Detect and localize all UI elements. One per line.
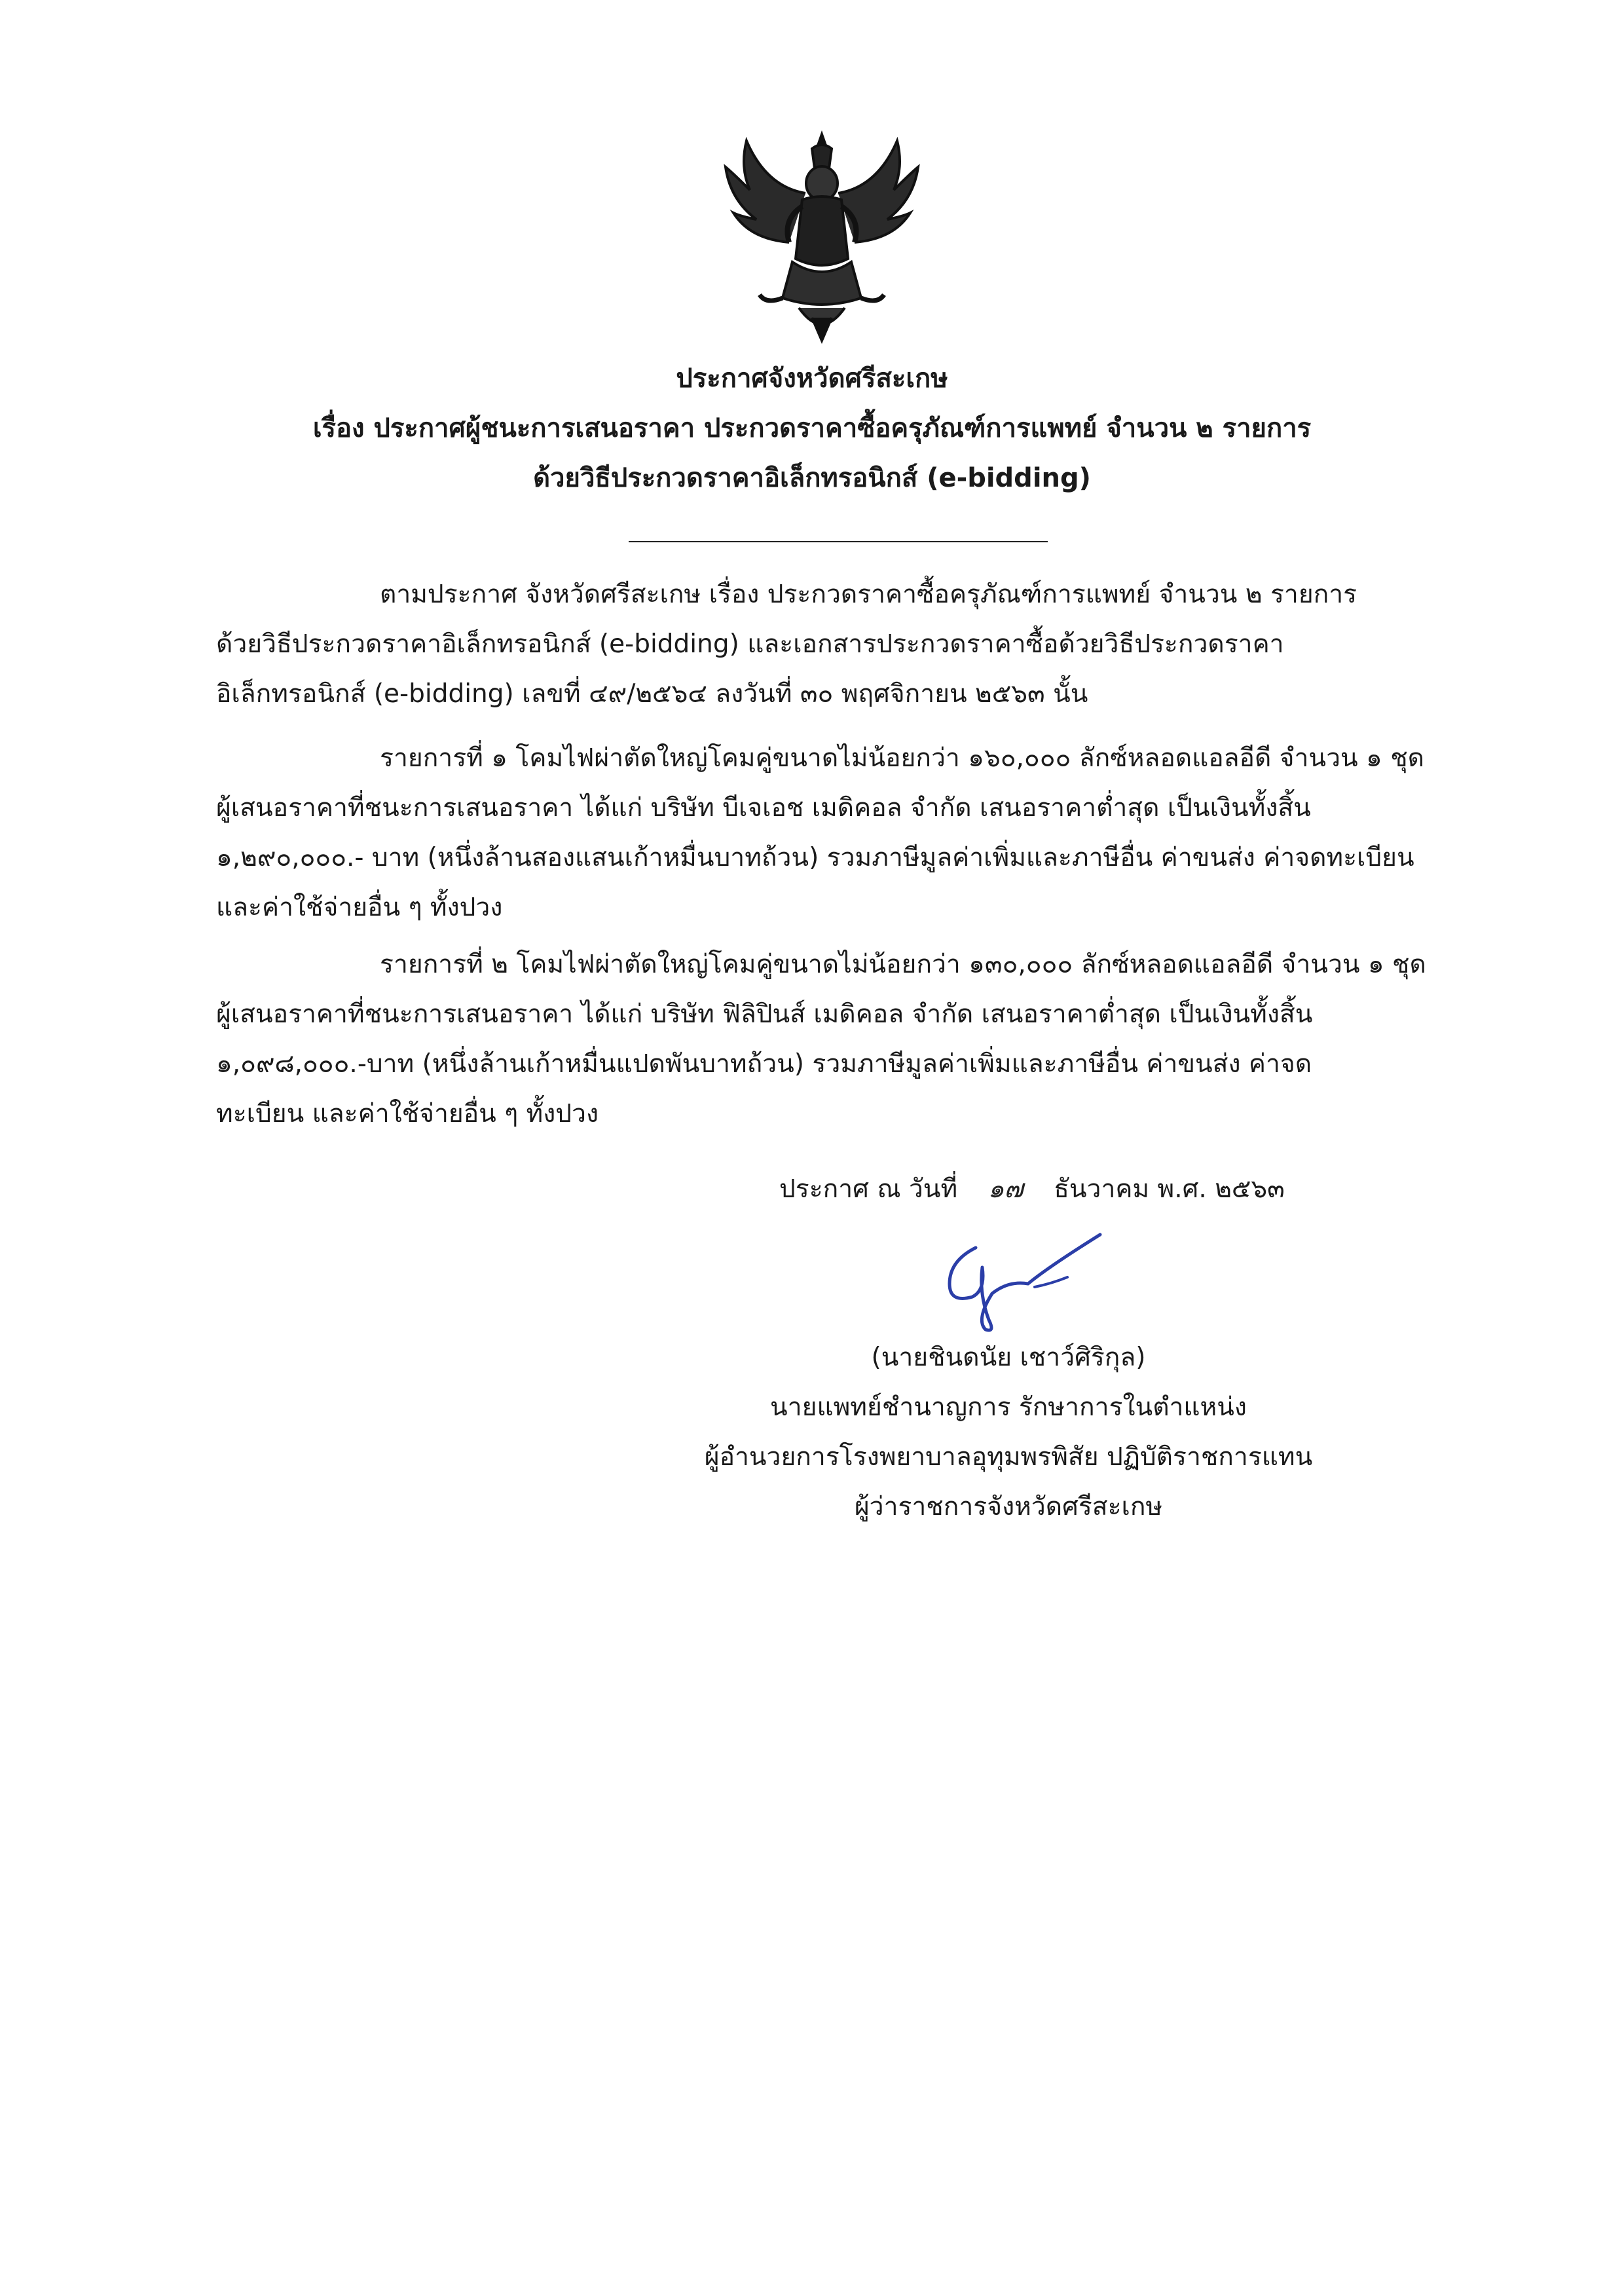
intro-paragraph — [216, 570, 1500, 719]
heading-divider — [629, 541, 1048, 542]
signature-image — [936, 1222, 1113, 1333]
paragraph-line: ด้วยวิธีประกวดราคาอิเล็กทรอนิกส์ (e-bidding) และเอกสารประกวดราคาซื้อด้วยวิธีประกวดราคา — [216, 629, 1284, 659]
paragraph-line: ตามประกาศ จังหวัดศรีสะเกษ เรื่อง ประกวดราคาซื้อครุภัณฑ์การแพทย์ จำนวน ๒ รายการ — [380, 580, 1357, 609]
item-1-paragraph — [216, 734, 1500, 933]
paragraph-line: อิเล็กทรอนิกส์ (e-bidding) เลขที่ ๔๙/๒๕๖๔ ลงวันที่ ๓๐ พฤศจิกายน ๒๕๖๓ นั้น — [216, 679, 1088, 709]
announcement-heading — [196, 354, 1428, 503]
announcement-date — [779, 1165, 1285, 1214]
signer-position: ผู้อำนวยการโรงพยาบาลอุทุมพรพิสัย ปฏิบัติราชการแทน — [704, 1442, 1313, 1472]
garuda-emblem-icon — [720, 128, 923, 344]
subject-method-line: ด้วยวิธีประกวดราคาอิเล็กทรอนิกส์ (e-bidding) — [533, 463, 1091, 493]
signer-name: (นายชินดนัย เชาว์ศิริกุล) — [871, 1343, 1146, 1372]
paragraph-line: รายการที่ ๒ โคมไฟผ่าตัดใหญ่โคมคู่ขนาดไม่น้อยกว่า ๑๓๐,๐๐๐ ลักซ์หลอดแอลอีดี จำนวน ๑ ชุด — [380, 950, 1426, 979]
signer-position: นายแพทย์ชำนาญการ รักษาการในตำแหน่ง — [770, 1392, 1247, 1422]
paragraph-line: ผู้เสนอราคาที่ชนะการเสนอราคา ได้แก่ บริษัท ฟิลิปินส์ เมดิคอล จำกัด เสนอราคาต่ำสุด เป็นเงินทั้งสิ้น — [216, 999, 1313, 1029]
date-month-year: ธันวาคม พ.ศ. ๒๕๖๓ — [1054, 1174, 1285, 1204]
paragraph-line: และค่าใช้จ่ายอื่น ๆ ทั้งปวง — [216, 893, 503, 922]
subject-line: เรื่อง ประกาศผู้ชนะการเสนอราคา ประกวดราคาซื้อครุภัณฑ์การแพทย์ จำนวน ๒ รายการ — [312, 413, 1312, 443]
date-prefix: ประกาศ ณ วันที่ — [779, 1174, 958, 1204]
page-title: ประกาศจังหวัดศรีสะเกษ — [676, 364, 948, 394]
paragraph-line: ทะเบียน และค่าใช้จ่ายอื่น ๆ ทั้งปวง — [216, 1099, 599, 1129]
paragraph-line: รายการที่ ๑ โคมไฟผ่าตัดใหญ่โคมคู่ขนาดไม่น้อยกว่า ๑๖๐,๐๐๐ ลักซ์หลอดแอลอีดี จำนวน ๑ ชุด — [380, 743, 1425, 773]
signer-block — [681, 1333, 1336, 1532]
date-day-handwritten: ๑๗ — [987, 1174, 1024, 1204]
item-2-paragraph — [216, 940, 1500, 1139]
paragraph-line: ๑,๐๙๘,๐๐๐.-บาท (หนึ่งล้านเก้าหมื่นแปดพันบาทถ้วน) รวมภาษีมูลค่าเพิ่มและภาษีอื่น ค่าขนส่ง ค่าจด — [216, 1049, 1312, 1079]
paragraph-line: ผู้เสนอราคาที่ชนะการเสนอราคา ได้แก่ บริษัท บีเจเอช เมดิคอล จำกัด เสนอราคาต่ำสุด เป็นเงินทั้งสิ้น — [216, 793, 1311, 823]
signer-position: ผู้ว่าราชการจังหวัดศรีสะเกษ — [854, 1492, 1163, 1521]
paragraph-line: ๑,๒๙๐,๐๐๐.- บาท (หนึ่งล้านสองแสนเก้าหมื่นบาทถ้วน) รวมภาษีมูลค่าเพิ่มและภาษีอื่น ค่าขนส่ง ค่าจดทะเบียน — [216, 843, 1414, 872]
